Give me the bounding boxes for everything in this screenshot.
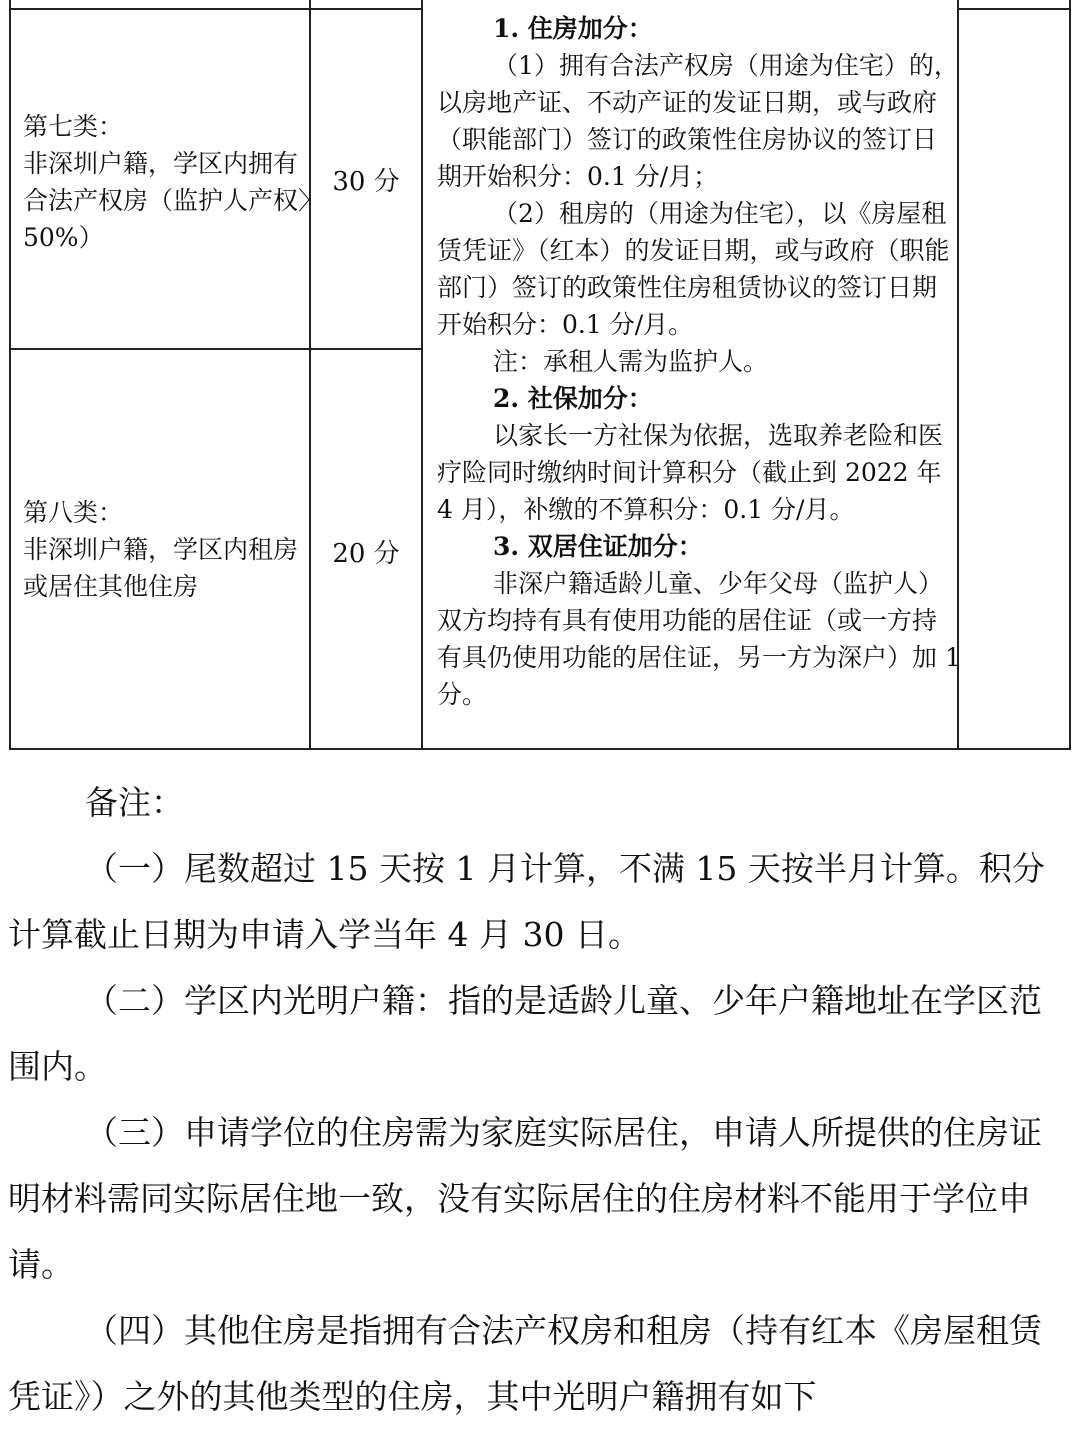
- note-item-3: （三）申请学位的住房需为家庭实际居住，申请人所提供的住房证明材料需同实际居住地一致，没有实际居住的住房材料不能用于学位申请。: [8, 1113, 1042, 1284]
- scoring-table: [9, 0, 1071, 750]
- social-rule: 以家长一方社保为依据，选取养老险和医疗险同时缴纳时间计算积分（截止到 2022 年 4 月），补缴的不算积分：0.1 分/月。: [437, 421, 944, 524]
- category-7-cell: [23, 108, 313, 256]
- category-8-score: 20 分: [332, 539, 400, 569]
- housing-rule-2: （2）租房的（用途为住宅），以《房屋租赁凭证》（红本）的发证日期，或与政府（职能部门）签订的政策性住房租赁协议的签订日期开始积分：0.1 分/月。: [437, 199, 950, 339]
- notes-title: 备注：: [85, 783, 184, 822]
- note-item-1: （一）尾数超过 15 天按 1 月计算，不满 15 天按半月计算。积分计算截止日期为申请入学当年 4 月 30 日。: [8, 849, 1045, 954]
- category-7-desc: 非深圳户籍，学区内拥有合法产权房（监护人产权〉50%）: [23, 149, 311, 252]
- category-7-label: 第七类：: [23, 112, 124, 141]
- category-8-desc: 非深圳户籍，学区内租房或居住其他住房: [23, 535, 299, 601]
- residence-rule: 非深户籍适龄儿童、少年父母（监护人）双方均持有具有使用功能的居住证（或一方持有具仍使用功能的居住证，另一方为深户）加 1 分。: [437, 569, 961, 709]
- scoring-rules: [437, 10, 961, 713]
- social-title: 2. 社保加分：: [493, 384, 653, 413]
- residence-title: 3. 双居住证加分：: [493, 532, 703, 561]
- note-item-4: （四）其他住房是指拥有合法产权房和租房（持有红本《房屋租赁凭证》）之外的其他类型的住房，其中光明户籍拥有如下: [8, 1311, 1042, 1416]
- note-item-2: （二）学区内光明户籍：指的是适龄儿童、少年户籍地址在学区范围内。: [8, 981, 1042, 1086]
- category-8-label: 第八类：: [23, 498, 124, 527]
- notes-section: [8, 770, 1070, 1430]
- housing-rule-1: （1）拥有合法产权房（用途为住宅）的，以房地产证、不动产证的发证日期，或与政府（职能部门）签订的政策性住房协议的签订日期开始积分：0.1 分/月；: [437, 51, 959, 191]
- housing-title: 1. 住房加分：: [493, 14, 653, 43]
- housing-note: 注：承租人需为监护人。: [493, 347, 769, 376]
- category-7-score: 30 分: [332, 167, 400, 197]
- category-8-cell: [23, 494, 313, 605]
